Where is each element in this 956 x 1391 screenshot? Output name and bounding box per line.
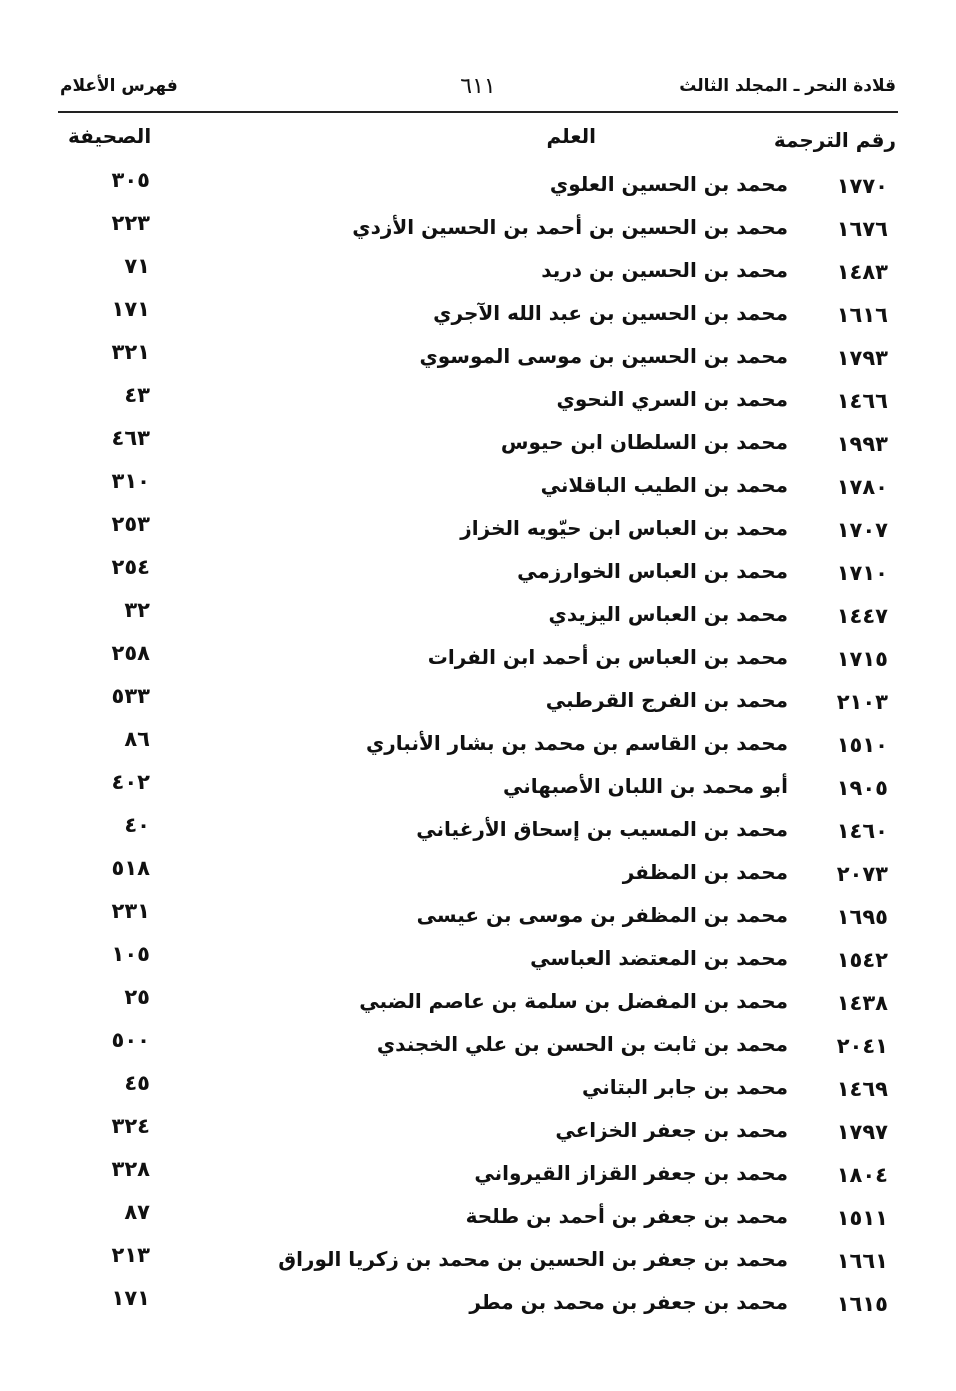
entry-number: ١٥١١ xyxy=(836,1206,888,1230)
entry-page: ٥٠٠ xyxy=(111,1028,150,1052)
entry-page: ١٧١ xyxy=(111,297,150,321)
entry-name: محمد بن المفضل بن سلمة بن عاصم الضبي xyxy=(359,989,788,1013)
index-entry-row xyxy=(60,211,896,254)
entry-page: ١٠٥ xyxy=(111,942,150,966)
entry-page: ٤٣ xyxy=(124,383,150,407)
book-title: قلادة النحر ـ المجلد الثالث xyxy=(679,76,896,96)
entry-number: ١٦١٥ xyxy=(836,1292,888,1316)
index-entries xyxy=(60,168,896,1329)
index-entry-row xyxy=(60,1114,896,1157)
entry-number: ١٤٨٣ xyxy=(836,260,888,284)
entry-page: ٢٥٣ xyxy=(111,512,150,536)
entry-page: ٢٣١ xyxy=(111,899,150,923)
entry-name: محمد بن جعفر بن محمد بن مطر xyxy=(469,1290,788,1314)
index-entry-row xyxy=(60,297,896,340)
entry-page: ٢٥ xyxy=(124,985,150,1009)
column-headers xyxy=(60,124,896,162)
index-entry-row xyxy=(60,469,896,512)
header-rule xyxy=(58,111,898,113)
index-entry-row xyxy=(60,856,896,899)
index-entry-row xyxy=(60,985,896,1028)
entry-page: ٢٥٤ xyxy=(111,555,150,579)
index-entry-row xyxy=(60,770,896,813)
index-entry-row xyxy=(60,340,896,383)
entry-name: محمد بن الحسين بن موسى الموسوي xyxy=(419,344,788,368)
index-entry-row xyxy=(60,942,896,985)
column-header-page: الصحيفة xyxy=(68,124,152,148)
entry-number: ١٤٦٠ xyxy=(836,819,888,843)
entry-page: ١٧١ xyxy=(111,1286,150,1310)
index-entry-row xyxy=(60,383,896,426)
entry-name: محمد بن المظفر xyxy=(622,860,788,884)
entry-name: محمد بن الحسين بن دريد xyxy=(541,258,788,282)
entry-name: محمد بن العباس اليزيدي xyxy=(548,602,788,626)
index-entry-row xyxy=(60,512,896,555)
entry-number: ١٥١٠ xyxy=(836,733,888,757)
entry-page: ٧١ xyxy=(124,254,150,278)
entry-page: ٣١٠ xyxy=(111,469,150,493)
index-entry-row xyxy=(60,426,896,469)
entry-name: محمد بن جعفر الخزاعي xyxy=(555,1118,788,1142)
entry-page: ٢٢٣ xyxy=(111,211,150,235)
entry-name: محمد بن القاسم بن محمد بن بشار الأنباري xyxy=(365,731,788,755)
entry-name: محمد بن جعفر القزاز القيرواني xyxy=(474,1161,788,1185)
entry-page: ٤٦٣ xyxy=(111,426,150,450)
entry-page: ٨٧ xyxy=(124,1200,150,1224)
entry-number: ١٥٤٢ xyxy=(836,948,888,972)
entry-number: ١٤٤٧ xyxy=(836,604,888,628)
entry-name: محمد بن الحسين بن عبد الله الآجري xyxy=(433,301,788,325)
entry-number: ١٤٦٩ xyxy=(836,1077,888,1101)
section-title: فهرس الأعلام xyxy=(60,76,178,96)
entry-page: ٣٠٥ xyxy=(111,168,150,192)
entry-page: ٣٢٤ xyxy=(111,1114,150,1138)
index-entry-row xyxy=(60,1243,896,1286)
entry-number: ١٤٦٦ xyxy=(836,389,888,413)
entry-page: ٣٢٨ xyxy=(111,1157,150,1181)
index-entry-row xyxy=(60,641,896,684)
entry-name: محمد بن العباس بن أحمد ابن الفرات xyxy=(427,645,788,669)
entry-name: محمد بن جعفر بن أحمد بن طلحة xyxy=(465,1204,788,1228)
entry-page: ٢١٣ xyxy=(111,1243,150,1267)
entry-name: محمد بن الطيب الباقلاني xyxy=(540,473,788,497)
entry-number: ١٤٣٨ xyxy=(836,991,888,1015)
index-entry-row xyxy=(60,899,896,942)
index-entry-row xyxy=(60,555,896,598)
entry-page: ٤٠ xyxy=(124,813,150,837)
entry-name: محمد بن الفرج القرطبي xyxy=(545,688,788,712)
entry-number: ٢٠٤١ xyxy=(836,1034,888,1058)
entry-number: ١٧٨٠ xyxy=(836,475,888,499)
index-entry-row xyxy=(60,1071,896,1114)
entry-name: محمد بن العباس ابن حيّويه الخزاز xyxy=(460,516,788,540)
entry-page: ٥١٨ xyxy=(111,856,150,880)
index-entry-row xyxy=(60,727,896,770)
entry-page: ٣٢ xyxy=(124,598,150,622)
entry-name: محمد بن ثابت بن الحسن بن علي الخجندي xyxy=(376,1032,788,1056)
entry-page: ٥٣٣ xyxy=(111,684,150,708)
entry-name: محمد بن المسيب بن إسحاق الأرغياني xyxy=(416,817,788,841)
entry-number: ١٧٠٧ xyxy=(836,518,888,542)
index-entry-row xyxy=(60,1157,896,1200)
index-entry-row xyxy=(60,168,896,211)
entry-name: محمد بن المعتضد العباسي xyxy=(530,946,788,970)
entry-name: محمد بن الحسين العلوي xyxy=(549,172,788,196)
entry-number: ١٧٩٧ xyxy=(836,1120,888,1144)
column-header-entry-number: رقم الترجمة xyxy=(773,128,896,152)
entry-name: محمد بن السلطان ابن حيوس xyxy=(500,430,788,454)
entry-page: ٢٥٨ xyxy=(111,641,150,665)
entry-number: ١٩٠٥ xyxy=(836,776,888,800)
running-header xyxy=(60,74,896,106)
entry-number: ١٧٧٠ xyxy=(836,174,888,198)
page-number: ٦١١ xyxy=(460,74,496,99)
entry-page: ٤٠٢ xyxy=(111,770,150,794)
entry-number: ١٦١٦ xyxy=(836,303,888,327)
column-header-name: العلم xyxy=(546,124,596,148)
entry-name: محمد بن جعفر بن الحسين بن محمد بن زكريا الوراق xyxy=(278,1247,788,1271)
entry-name: أبو محمد بن اللبان الأصبهاني xyxy=(503,774,788,798)
entry-page: ٤٥ xyxy=(124,1071,150,1095)
entry-page: ٣٢١ xyxy=(111,340,150,364)
entry-number: ١٧٩٣ xyxy=(836,346,888,370)
index-entry-row xyxy=(60,1028,896,1071)
entry-page: ٨٦ xyxy=(124,727,150,751)
entry-number: ١٦٦١ xyxy=(836,1249,888,1273)
entry-name: محمد بن المظفر بن موسى بن عيسى xyxy=(416,903,788,927)
index-entry-row xyxy=(60,1200,896,1243)
entry-number: ١٨٠٤ xyxy=(836,1163,888,1187)
index-entry-row xyxy=(60,598,896,641)
index-entry-row xyxy=(60,254,896,297)
index-entry-row xyxy=(60,684,896,727)
index-entry-row xyxy=(60,1286,896,1329)
entry-name: محمد بن السري النحوي xyxy=(556,387,788,411)
entry-number: ١٩٩٣ xyxy=(836,432,888,456)
entry-name: محمد بن الحسين بن أحمد بن الحسين الأزدي xyxy=(352,215,788,239)
entry-number: ١٧١٠ xyxy=(836,561,888,585)
index-entry-row xyxy=(60,813,896,856)
entry-number: ٢٠٧٣ xyxy=(836,862,888,886)
entry-number: ١٦٩٥ xyxy=(836,905,888,929)
entry-name: محمد بن العباس الخوارزمي xyxy=(517,559,788,583)
entry-number: ١٦٧٦ xyxy=(836,217,888,241)
entry-name: محمد بن جابر البتاني xyxy=(582,1075,788,1099)
entry-number: ٢١٠٣ xyxy=(836,690,888,714)
entry-number: ١٧١٥ xyxy=(836,647,888,671)
